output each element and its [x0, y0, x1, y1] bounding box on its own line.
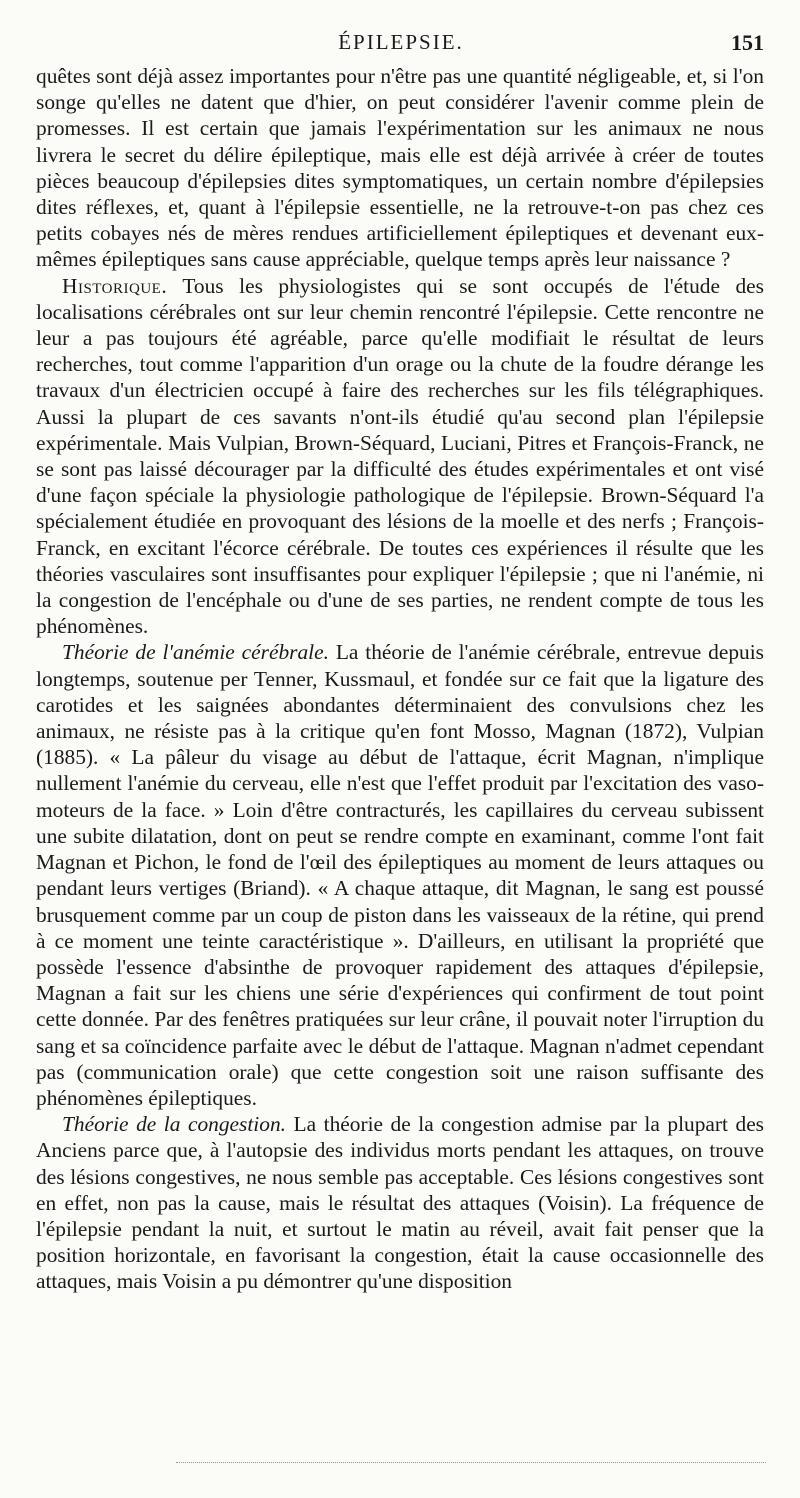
- paragraph-historique: [36, 273, 764, 640]
- paragraph-congestion: [36, 1111, 764, 1294]
- paragraph-anemie: [36, 639, 764, 1111]
- paragraph-continuation: [36, 63, 764, 273]
- body-text: [36, 63, 764, 1295]
- section-heading-congestion: Théorie de la congestion.: [62, 1112, 286, 1137]
- running-title: ÉPILEPSIE.: [338, 30, 464, 54]
- paragraph-text: Tous les physiologistes qui se sont occupés de l'étude des localisations cérébrales ont sur leur chemin rencontré l'épilepsie. Cette rencontre ne leur a pas toujours été agréable, parce qu'elle modifiait le résultat de leurs recherches, tout comme l'apparition d'un orage ou la chute de la foudre dérange les travaux d'un électricien occupé à faire des recherches sur les fils télégraphiques. Aussi la plupart de ces savants n'ont-ils étudié qu'au second plan l'épilepsie expérimentale. Mais Vulpian, Brown-Séquard, Luciani, Pitres et François-Franck, ne se sont pas laissé décourager par la difficulté des études expérimentales et ont visé d'une façon spéciale la physiologie pathologique de l'épilepsie. Brown-Séquard l'a spécialement étudiée en provoquant des lésions de la moelle et des nerfs ; François-Franck, en excitant l'écorce cérébrale. De toutes ces expériences il résulte que les théories vasculaires sont insuffisantes pour expliquer l'épilepsie ; que ni l'anémie, ni la congestion de l'encéphale ou d'une de ses parties, ne rendent compte de tous les phénomènes.: [36, 273, 764, 639]
- page-number: 151: [731, 30, 764, 55]
- paragraph-text: La théorie de l'anémie cérébrale, entrevue depuis longtemps, soutenue per Tenner, Kussmaul, et fondée sur ce fait que la ligature des carotides et les saignées abondantes déterminaient des convulsions chez les animaux, ne résiste pas à la critique qu'en font Mosso, Magnan (1872), Vulpian (1885). « La pâleur du visage au début de l'attaque, écrit Magnan, n'implique nullement l'anémie du cerveau, elle n'est que l'effet produit par l'excitation des vaso-moteurs de la face. » Loin d'être contracturés, les capillaires du cerveau subissent une subite dilatation, dont on peut se rendre compte en examinant, comme l'ont fait Magnan et Pichon, le fond de l'œil des épileptiques au moment de leurs attaques ou pendant leurs vertiges (Briand). « A chaque attaque, dit Magnan, le sang est poussé brusquement comme par un coup de piston dans les vaisseaux de la rétine, qui prend à ce moment une teinte caractéristique ». D'ailleurs, en utilisant la propriété que possède l'essence d'absinthe de provoquer rapidement des attaques d'épilepsie, Magnan a fait sur les chiens une série d'expériences qui confirment de tout point cette donnée. Par des fenêtres pratiquées sur leur crâne, il pouvait noter l'irruption du sang et sa coïncidence parfaite avec le début de l'attaque. Magnan n'admet cependant pas (communication orale) que cette congestion soit une raison suffisante des phénomènes épileptiques.: [36, 640, 764, 1110]
- section-heading-anemie: Théorie de l'anémie cérébrale.: [62, 640, 329, 665]
- paragraph-text: quêtes sont déjà assez importantes pour n'être pas une quantité négligeable, et, si l'on songe qu'elles ne datent que d'hier, on peut considérer l'avenir comme plein de promesses. Il est certain que jamais l'expérimentation sur les animaux ne nous livrera le secret du délire épileptique, mais elle est déjà arrivée à créer de toutes pièces beaucoup d'épilepsies dites symptomatiques, un certain nombre d'épilepsies dites réflexes, et, quant à l'épilepsie essentielle, ne la retrouve-t-on pas chez ces petits cobayes nés de mères rendues artificiellement épileptiques et devenant eux-mêmes épileptiques sans cause appréciable, quelque temps après leur naissance ?: [36, 64, 764, 272]
- section-heading-historique: Historique.: [62, 273, 168, 298]
- page-header: [36, 30, 766, 60]
- paragraph-text: La théorie de la congestion admise par la plupart des Anciens parce que, à l'autopsie des individus morts pendant les attaques, on trouve des lésions congestives, ne nous semble pas acceptable. Ces lésions congestives sont en effet, non pas la cause, mais le résultat des attaques (Voisin). La fréquence de l'épilepsie pendant la nuit, et surtout le matin au réveil, avait fait penser que la position horizontale, en favorisant la congestion, était la cause occasionnelle des attaques, mais Voisin a pu démontrer qu'une disposition: [36, 1112, 765, 1294]
- footer-dotted-rule: [176, 1462, 766, 1463]
